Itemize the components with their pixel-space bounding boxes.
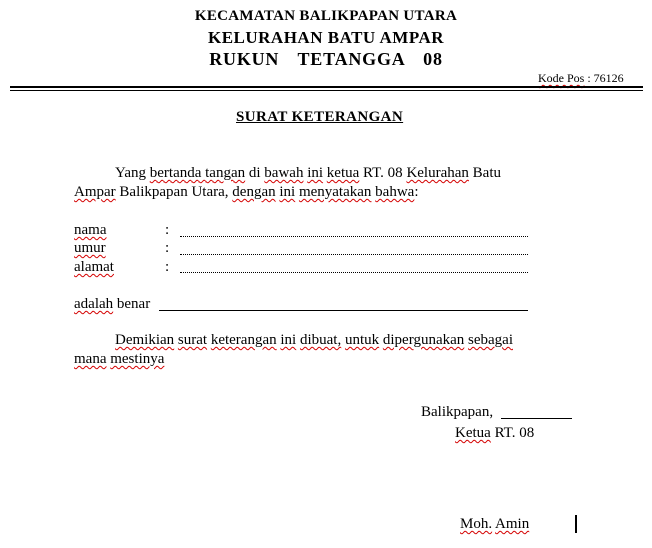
text-cursor bbox=[575, 515, 577, 533]
closing-word: sebagai bbox=[468, 332, 513, 348]
letterhead-rule-thick bbox=[10, 86, 643, 88]
signature-place[interactable]: Balikpapan, bbox=[421, 404, 494, 420]
postal-value: : 76126 bbox=[584, 71, 624, 85]
signature-date-line[interactable] bbox=[501, 418, 572, 419]
intro-word: RT. 08 bbox=[363, 165, 403, 181]
closing-word: mana bbox=[74, 351, 107, 367]
field-label-umur: umur bbox=[74, 240, 106, 256]
intro-word: Kelurahan bbox=[406, 165, 469, 181]
closing-word: ini bbox=[280, 332, 297, 348]
closing-line-2[interactable] bbox=[74, 351, 164, 368]
field-colon: : bbox=[165, 259, 170, 275]
intro-word: : bbox=[414, 184, 419, 200]
letterhead-district: KECAMATAN BALIKPAPAN UTARA bbox=[194, 8, 458, 24]
statement-text[interactable] bbox=[74, 296, 150, 313]
intro-word: ini bbox=[279, 184, 296, 200]
field-colon: : bbox=[165, 222, 170, 238]
intro-word: bawah bbox=[264, 165, 304, 181]
intro-word: bertanda tangan bbox=[149, 165, 246, 181]
field-label-alamat: alamat bbox=[74, 259, 114, 275]
postal-label: Kode Pos bbox=[538, 71, 585, 85]
statement-blank-line[interactable] bbox=[159, 310, 528, 311]
letterhead-village: KELURAHAN BATU AMPAR bbox=[207, 28, 445, 47]
closing-word: Demikian bbox=[115, 332, 175, 348]
signatory-name-word: Amin bbox=[495, 516, 530, 532]
intro-word: menyatakan bbox=[298, 184, 372, 200]
letterhead-rt: RUKUN TETANGGA 08 bbox=[209, 49, 443, 69]
intro-line-1[interactable] bbox=[115, 165, 501, 182]
signature-role-word: RT. 08 bbox=[490, 425, 535, 441]
intro-word: dengan bbox=[232, 184, 276, 200]
intro-line-2[interactable] bbox=[74, 184, 419, 201]
intro-word: Batu bbox=[472, 165, 501, 181]
intro-word: ini bbox=[307, 165, 324, 181]
intro-word: Balikpapan Utara, bbox=[115, 184, 233, 200]
closing-word: dipergunakan bbox=[382, 332, 465, 348]
intro-word: di bbox=[248, 165, 261, 181]
closing-word: surat bbox=[177, 332, 208, 348]
closing-word: keterangan bbox=[210, 332, 277, 348]
intro-word: Yang bbox=[115, 165, 146, 181]
document-title[interactable]: SURAT KETERANGAN bbox=[236, 109, 404, 125]
field-label-nama: nama bbox=[74, 222, 107, 238]
closing-word: mestinya bbox=[110, 351, 165, 367]
closing-word: untuk bbox=[344, 332, 380, 348]
closing-line-1[interactable] bbox=[115, 332, 513, 349]
field-line-umur[interactable] bbox=[180, 254, 528, 255]
letterhead-rule-thin bbox=[10, 90, 643, 91]
field-line-nama[interactable] bbox=[180, 236, 528, 237]
field-colon: : bbox=[165, 240, 170, 256]
statement-word: benar bbox=[113, 296, 151, 312]
postal-code bbox=[538, 71, 624, 86]
closing-word: dibuat, bbox=[299, 332, 342, 348]
intro-word: ketua bbox=[326, 165, 360, 181]
signatory-name[interactable] bbox=[460, 516, 529, 533]
statement-word: adalah bbox=[74, 296, 114, 312]
signature-role-word: Ketua bbox=[455, 425, 491, 441]
intro-word: bahwa bbox=[375, 184, 415, 200]
signatory-name-word: Moh. bbox=[460, 516, 493, 532]
signature-role[interactable] bbox=[455, 425, 534, 442]
intro-word: Ampar bbox=[74, 184, 116, 200]
field-line-alamat[interactable] bbox=[180, 272, 528, 273]
